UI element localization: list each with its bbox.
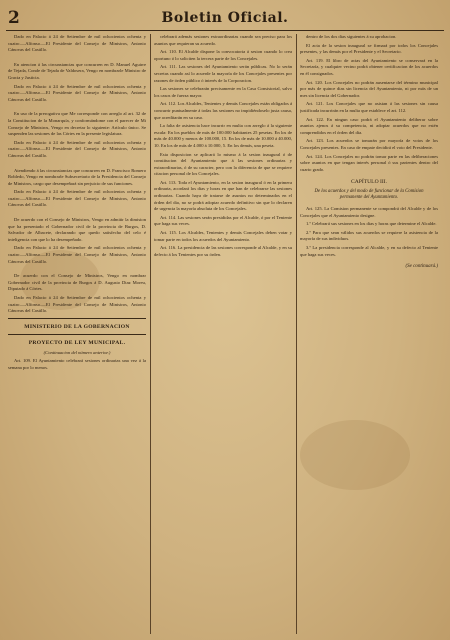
law-title: PROYECTO DE LEY MUNICIPAL.	[28, 340, 126, 347]
article-paragraph: Las sesiones se celebrarán precisamente en la Casa Consistorial, salvo los casos de fuerza mayor.	[154, 86, 292, 98]
decree-paragraph: Dado en Palacio á 24 de Setiembre de mil ochocientos ochenta y cuatro.—Alfonso.—El Presidente del Consejo de Ministros, Antonio Cánovas del Castillo.	[8, 139, 146, 158]
decree-paragraph: De acuerdo con el Consejo de Ministros, Vengo en admitir la dimision que ha presentado el Gobernador civil de la provincia de Burgos, D. Salvador de Albacete, declarando que quedo satisfecho del celo é inteligencia con que lo ha desempeñado.	[8, 217, 146, 242]
article-paragraph: dentro de los dos dias siguientes á su aprobacion.	[306, 34, 397, 39]
decree-paragraph: Dado en Palacio á 24 de Setiembre de mil ochocientos ochenta y cuatro.—Alfonso.—El Presidente del Consejo de Ministros, Antonio Cánovas del Castillo.	[8, 83, 146, 102]
article-paragraph: Art. 125. La Comision permanente se compondrá del Alcalde y de los Concejales que el Ayuntamiento designe.	[300, 205, 438, 218]
article-paragraph: 2.º Para que sean válidos sus acuerdos se requiere la asistencia de la mayoría de sus individuos.	[300, 229, 438, 242]
article-paragraph: Art. 115. Los Alcaldes, Tenientes y demás Concejales deben votar y tomar parte en todos los acuerdos del Ayuntamiento.	[154, 230, 292, 242]
article-paragraph: Art. 114. Las sesiones serán presididas por el Alcalde, ó por el Teniente que haga sus veces.	[154, 214, 292, 227]
column-3	[300, 34, 438, 634]
article-paragraph: Art. 123. Los acuerdos se tomarán por mayoría de votos de los Concejales presentes. En caso de empate decidirá el voto del Presidente.	[300, 138, 438, 150]
decree-paragraph: Dado en Palacio á 24 de Setiembre de mil ochocientos ochenta y cuatro.—Alfonso.—El Presidente del Consejo de Ministros, Antonio Cánovas del Castillo.	[8, 189, 146, 208]
decree-paragraph: Dado en Palacio á 24 de Setiembre de mil ochocientos ochenta y cuatro.—Alfonso.—El Presidente del Consejo de Ministros, Antonio Cánovas del Castillo.	[8, 34, 146, 53]
article-paragraph: Art. 116. La presidencia de las sesiones corresponde al Alcalde, y en su defecto á los Tenientes por su órden.	[154, 245, 292, 257]
article-paragraph: Art. 121. Los Concejales que no asistan á las sesiones sin causa justificada incurrirán en la multa que establece el art. 112.	[300, 101, 438, 113]
article-paragraph: Art. 113. Toda el Ayuntamiento, en la sesion inaugural ó en la primera ordinaria, acordará los dias y horas en que han de celebrarse las sesiones ordinarias. Cuando haya de tratarse de asuntos no determinados en el órden del dia, no se podrá adoptar acuerdo definitivo sin que lo declaren de urgencia la mayoría absoluta de los Concejales.	[154, 179, 292, 212]
decree-paragraph: Atendiendo á las circunstancias que concurren en D. Francisco Romero Robledo, Vengo en nombrarle Subsecretario de la Presidencia del Consejo de Ministros, cargo que desempeñará sin perjuicio de sus funciones.	[8, 167, 146, 186]
publication-title: Boletin Oficial.	[161, 10, 289, 26]
article-paragraph: Art. 119. El libro de actas del Ayuntamiento se conservará en la Secretaría, y cualquier vecino podrá obtener certificacion de los acuerdos en él consignados.	[300, 57, 438, 76]
article-paragraph: 1.º Celebrará sus sesiones en los dias y horas que determine el Alcalde.	[306, 221, 437, 227]
article-paragraph: Art. 120. Los Concejales no podrán ausentarse del término municipal por más de quince dias sin licencia del Ayuntamiento, ni por más de un mes sin licencia del Gobernador.	[300, 79, 438, 98]
article-columns	[8, 34, 444, 634]
ministry-title: MINISTERIO DE LA GOBERNACION	[24, 323, 130, 330]
page-header	[6, 8, 444, 31]
column-1	[8, 34, 146, 634]
section-separator	[8, 334, 146, 335]
decree-paragraph: De acuerdo con el Consejo de Ministros, Vengo en nombrar Gobernador civil de la provincia de Burgos á D. Augusto Diaz Moreu, Diputado á Córtes.	[8, 273, 146, 292]
column-divider	[150, 34, 151, 634]
continuation-note: (Continuacion del número anterior.)	[43, 349, 111, 355]
article-paragraph: Esta disposicion se aplicará lo mismo á la sesion inaugural ó de constitucion del Ayuntamiento que á las sesiones ordinarias y extraordinarias, ó de su caracter, pero con la diferencia de que se requiere citacion personal de los Concejales.	[154, 151, 292, 177]
article-paragraph: La falta de asistencia hace incurrir en multa con arreglo á la siguiente escala: En los pueblos de más de 100.000 habitantes 25 pesetas. En los de más de 40.000 y menos de 100.000, 15. En los de más de 10.000 á 40.000, 10. En los de más de 4.000 á 10.000, 5. En los demás, una peseta.	[154, 123, 292, 148]
page-number: 2	[8, 8, 20, 28]
decree-paragraph: Dado en Palacio á 24 de Setiembre de mil ochocientos ochenta y cuatro.—Alfonso.—El Presidente del Consejo de Ministros, Antonio Cánovas del Castillo.	[8, 295, 146, 314]
column-divider	[296, 34, 297, 634]
article-paragraph: El acta de la sesion inaugural se firmará por todos los Concejales presentes, y las demás por el Presidente y el Secretario.	[300, 42, 438, 55]
article-paragraph: Art. 124. Los Concejales no podrán tomar parte en las deliberaciones sobre asuntos en que tengan interés personal ó sus parientes dentro del cuarto grado.	[300, 153, 438, 172]
article-paragraph: celebrará además sesiones extraordinarias cuando sea preciso para los asuntos que requieran su acuerdo.	[154, 34, 292, 46]
column-2	[154, 34, 292, 634]
chapter-title: CAPÍTULO III.	[350, 179, 388, 186]
decree-paragraph: En uso de la prerogativa que Me corresponde con arreglo al art. 32 de la Constitucion de la Monarquía, y conformándome con el parecer de Mi Consejo de Ministros, Vengo en decretar lo siguiente: Artículo único. Se suspenden las sesiones de las Córtes en la presente legislatura.	[8, 111, 146, 137]
decree-paragraph: En atencion á las circunstancias que concurren en D. Manuel Aguirre de Tejada, Conde de Tejada de Valdosera, Vengo en nombrarle Ministro de Gracia y Justicia.	[8, 61, 146, 80]
chapter-subtitle: De los acuerdos y del modo de funcionar de la Comision permanente del Ayuntamiento.	[314, 188, 424, 201]
section-separator	[8, 318, 146, 319]
to-be-continued-note: (Se continuará.)	[405, 264, 438, 270]
article-paragraph: 3.º La presidencia corresponde al Alcalde, y en su defecto al Teniente que haga sus veces.	[300, 244, 438, 257]
article-paragraph: Art. 112. Los Alcaldes, Tenientes y demás Concejales están obligados á concurrir puntualmente á todas las sesiones no impidiéndoselo justa causa, que acreditarán en su caso.	[154, 101, 292, 120]
article-paragraph: Art. 109. El Ayuntamiento celebrará sesiones ordinarias una vez á la semana por lo menos.	[8, 358, 146, 370]
article-paragraph: Art. 110. El Alcalde dispone la convocatoria á sesion cuando lo crea oportuno ó lo soliciten la tercera parte de los Concejales.	[154, 49, 292, 61]
article-paragraph: Art. 122. En ningun caso podrá el Ayuntamiento deliberar sobre asuntos ajenos á su competencia, ni adoptar acuerdos que no estén comprendidos en el órden del dia.	[300, 116, 438, 135]
decree-paragraph: Dado en Palacio á 24 de Setiembre de mil ochocientos ochenta y cuatro.—Alfonso.—El Presidente del Consejo de Ministros, Antonio Cánovas del Castillo.	[8, 245, 146, 264]
article-paragraph: Art. 111. Las sesiones del Ayuntamiento serán públicas. No lo serán secretas cuando así lo acuerde la mayoría de los Concejales presentes por razones de órden público ó interés de la Corporacion.	[154, 64, 292, 83]
